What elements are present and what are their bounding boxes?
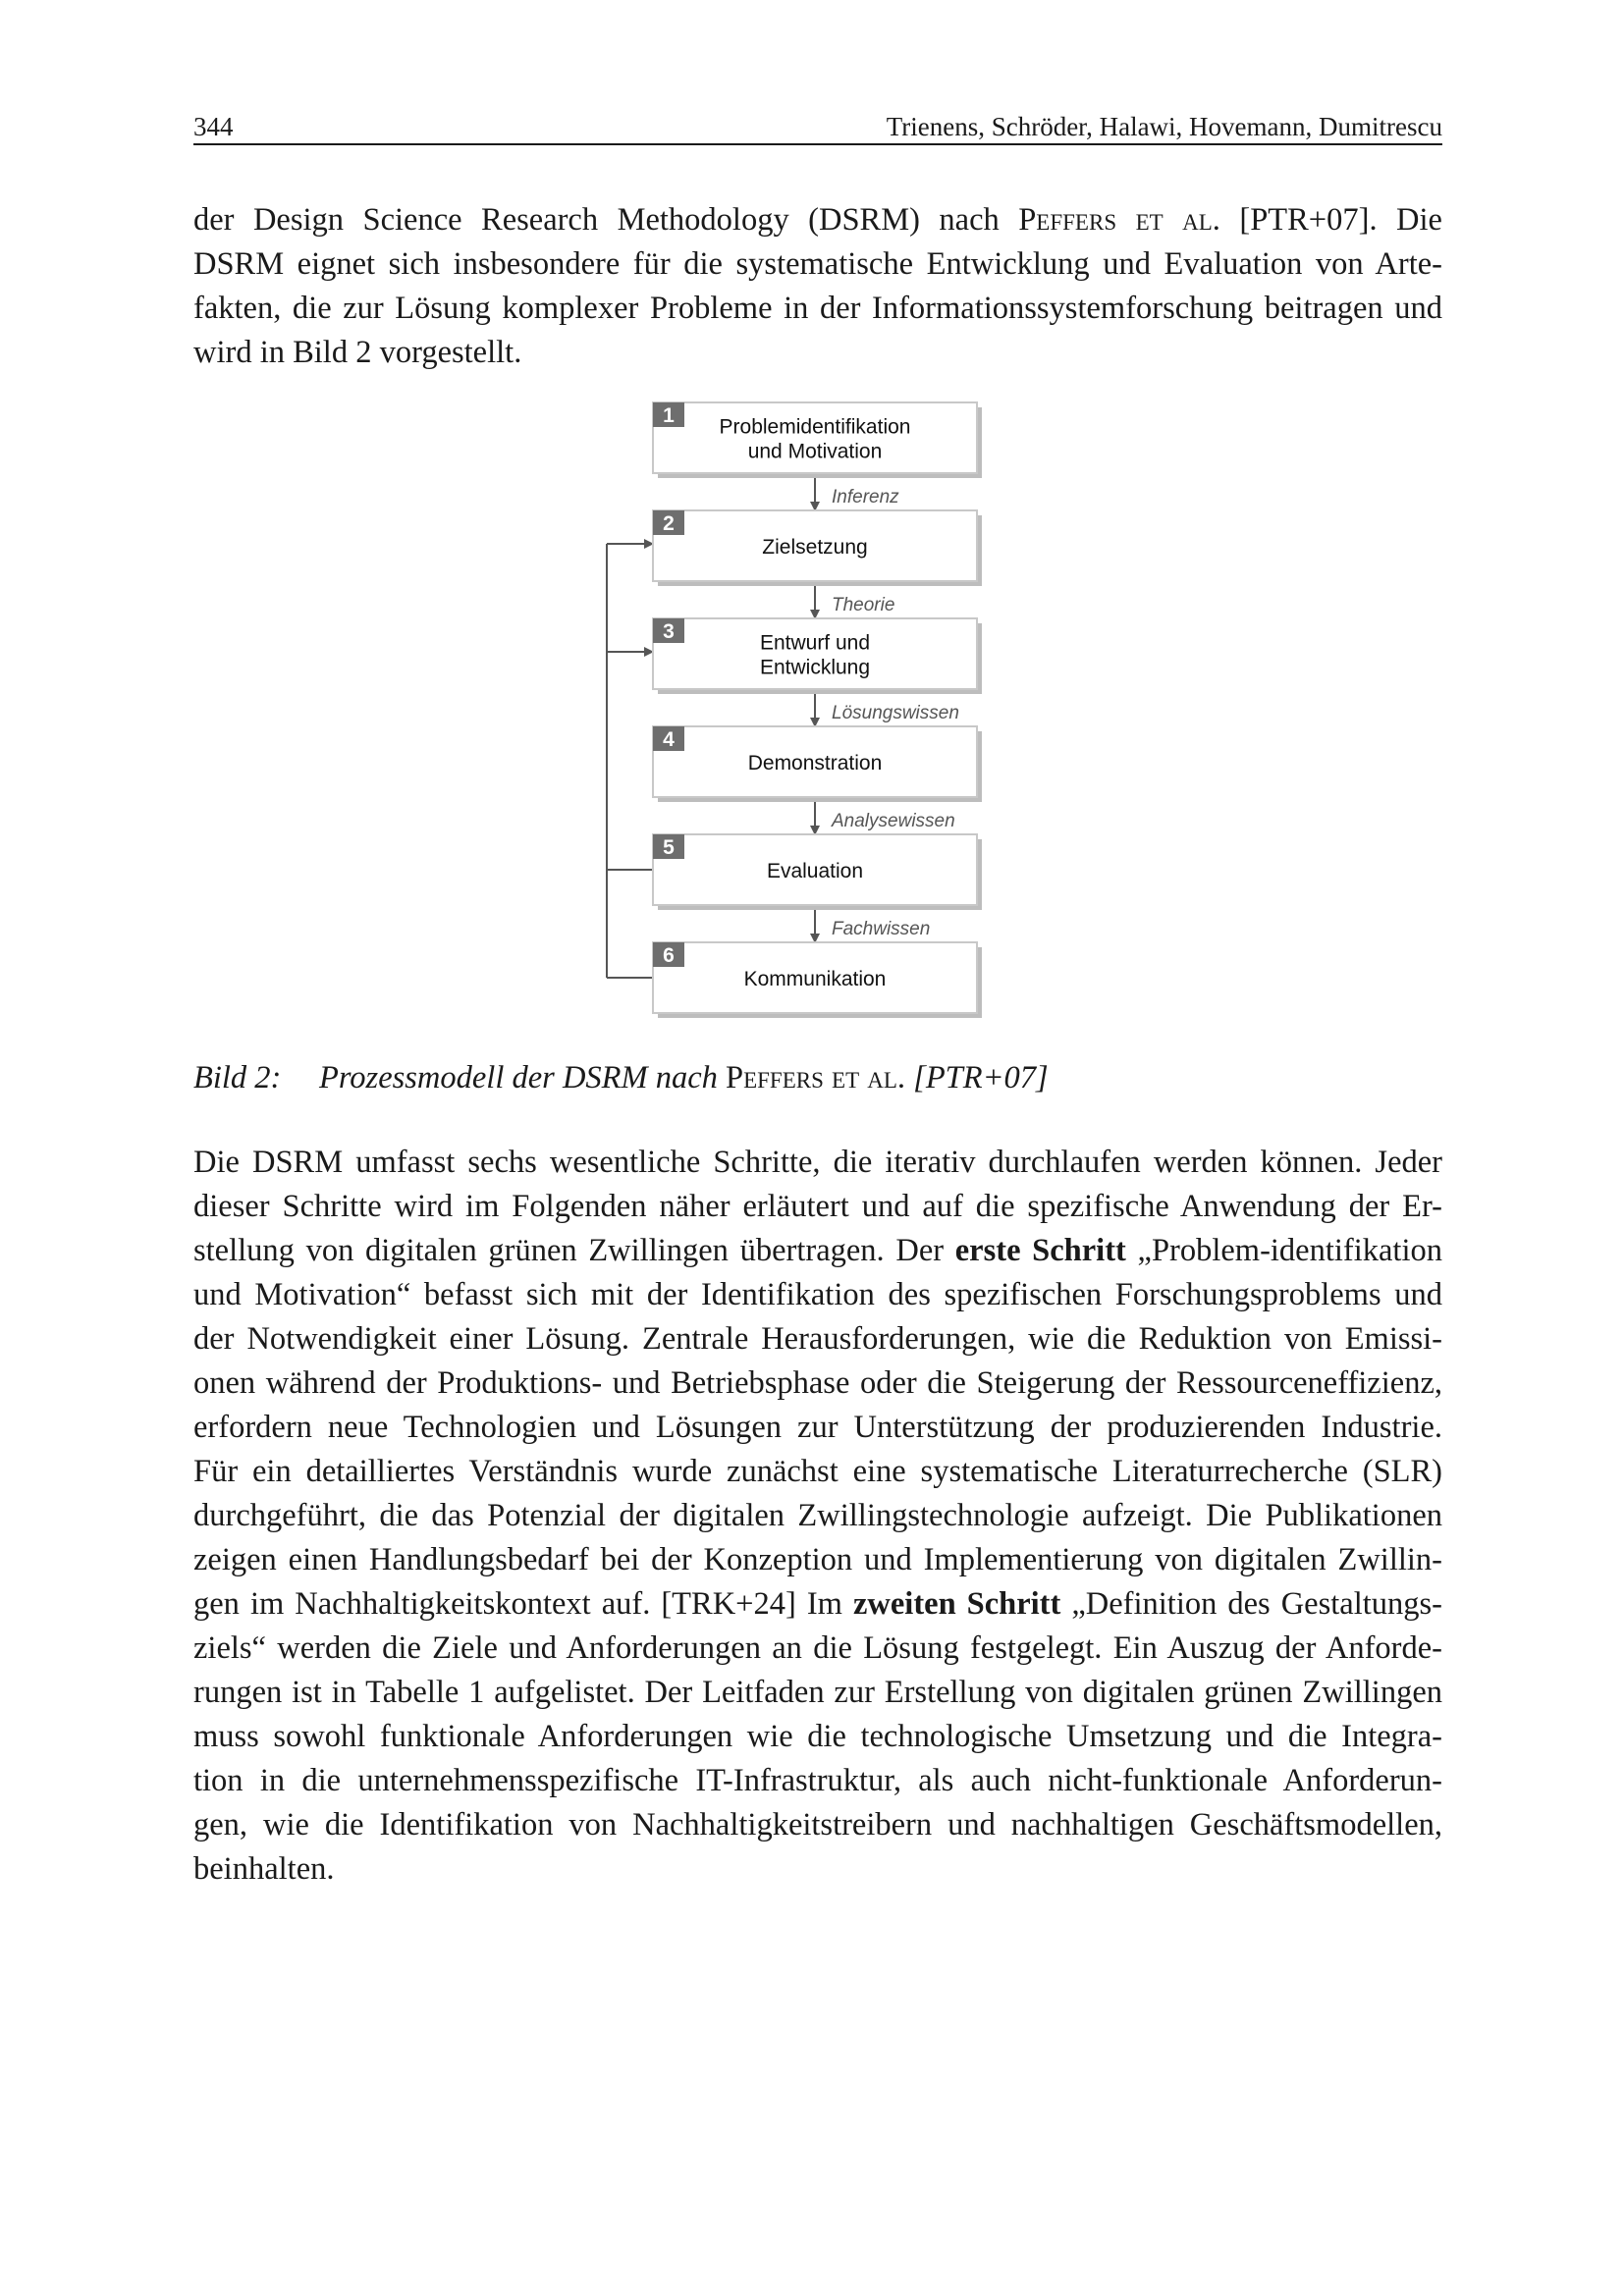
text-line: wird in Bild 2 vorgestellt. xyxy=(193,335,522,370)
step-number: 6 xyxy=(663,944,675,967)
text-line: Für ein detailliertes Verständnis wurde zunächst eine systematische Literaturrecherche (SLR) xyxy=(193,1454,1442,1489)
text-line: Die DSRM umfasst sechs wesentliche Schritte, die iterativ durchlaufen werden können. Jeder xyxy=(193,1145,1442,1180)
edge-label: Analysewissen xyxy=(832,811,955,831)
figure-caption xyxy=(193,1060,1049,1096)
feedback-loop xyxy=(607,544,653,978)
edge-label: Fachwissen xyxy=(832,919,931,939)
step-box-4 xyxy=(653,726,982,802)
edge-label: Inferenz xyxy=(832,487,899,507)
text-line: gen, wie die Identifikation von Nachhaltigkeitstreibern und nachhaltigen Geschäftsmodellen, xyxy=(193,1807,1442,1842)
step-number: 1 xyxy=(663,404,675,427)
text-line: der Notwendigkeit einer Lösung. Zentrale Herausforderungen, wie die Reduktion von Emissi- xyxy=(193,1321,1442,1357)
caption-label: Bild 2: xyxy=(193,1060,282,1095)
text-line: erfordern neue Technologien und Lösungen zur Unterstützung der produzierenden Industrie. xyxy=(193,1410,1442,1445)
step-box-2 xyxy=(653,510,982,586)
step-label: Demonstration xyxy=(747,752,883,774)
text-line: onen während der Produktions- und Betriebsphase oder die Steigerung der Ressourceneffizienz, xyxy=(193,1365,1442,1401)
step-box-6 xyxy=(653,942,982,1018)
text-line: tion in die unternehmensspezifische IT-Infrastruktur, als auch nicht-funktionale Anforderun- xyxy=(193,1763,1442,1798)
text-line: gen im Nachhaltigkeitskontext auf. [TRK+24] Im zweiten Schritt „Definition des Gestaltungs- xyxy=(193,1586,1442,1622)
edge-label: Lösungswissen xyxy=(832,703,959,723)
step-box-5 xyxy=(653,834,982,910)
step-label: Entwicklung xyxy=(759,656,871,679)
step-number: 4 xyxy=(663,728,675,751)
step-label: Zielsetzung xyxy=(762,536,868,559)
caption-text: Prozessmodell der DSRM nach Peffers et al. [PTR+07] xyxy=(319,1060,1049,1095)
text-line: der Design Science Research Methodology (DSRM) nach Peffers et al. [PTR+07]. Die xyxy=(193,202,1442,238)
dsrm-process-diagram xyxy=(589,391,1001,1029)
text-line: beinhalten. xyxy=(193,1851,335,1887)
step-label: Evaluation xyxy=(766,860,864,882)
text-line: DSRM eignet sich insbesondere für die systematische Entwicklung und Evaluation von Arte- xyxy=(193,246,1442,282)
step-number: 3 xyxy=(663,620,675,643)
text-line: zeigen einen Handlungsbedarf bei der Konzeption und Implementierung von digitalen Zwillin- xyxy=(193,1542,1442,1577)
bold-term: zweiten Schritt xyxy=(852,1586,1061,1622)
author-smallcaps: Peffers et al. xyxy=(1018,202,1220,238)
step-number: 5 xyxy=(663,836,675,859)
text-line: rungen ist in Tabelle 1 aufgelistet. Der Leitfaden zur Erstellung von digitalen grünen Zwillingen xyxy=(193,1675,1442,1710)
bold-term: erste Schritt xyxy=(954,1233,1126,1268)
step-box-1 xyxy=(653,402,982,478)
text-line: stellung von digitalen grünen Zwillingen übertragen. Der erste Schritt „Problem-identifikation xyxy=(193,1233,1442,1268)
body-paragraph xyxy=(193,1141,1442,1892)
edge-label: Theorie xyxy=(832,595,895,615)
text-line: muss sowohl funktionale Anforderungen wie die technologische Umsetzung und die Integra- xyxy=(193,1719,1442,1754)
step-label: Kommunikation xyxy=(743,968,887,990)
running-authors: Trienens, Schröder, Halawi, Hovemann, Dumitrescu xyxy=(886,112,1442,141)
intro-paragraph xyxy=(193,198,1442,375)
step-box-3 xyxy=(653,618,982,694)
step-label: und Motivation xyxy=(747,440,883,463)
step-number: 2 xyxy=(663,512,675,535)
text-line: und Motivation“ befasst sich mit der Identifikation des spezifischen Forschungsproblems und xyxy=(193,1277,1442,1312)
step-label: Entwurf und xyxy=(759,631,871,655)
running-header xyxy=(193,108,1442,145)
text-line: dieser Schritte wird im Folgenden näher erläutert und auf die spezifische Anwendung der Er- xyxy=(193,1189,1442,1224)
author-smallcaps: Peffers et al. xyxy=(726,1060,906,1095)
step-label: Problemidentifikation xyxy=(719,415,911,439)
text-line: ziels“ werden die Ziele und Anforderungen an die Lösung festgelegt. Ein Auszug der Anforde- xyxy=(193,1630,1442,1666)
page-number: 344 xyxy=(193,112,234,141)
text-line: fakten, die zur Lösung komplexer Probleme in der Informationssystemforschung beitragen und xyxy=(193,291,1442,326)
text-line: durchgeführt, die das Potenzial der digitalen Zwillingstechnologie aufzeigt. Die Publikationen xyxy=(193,1498,1442,1533)
